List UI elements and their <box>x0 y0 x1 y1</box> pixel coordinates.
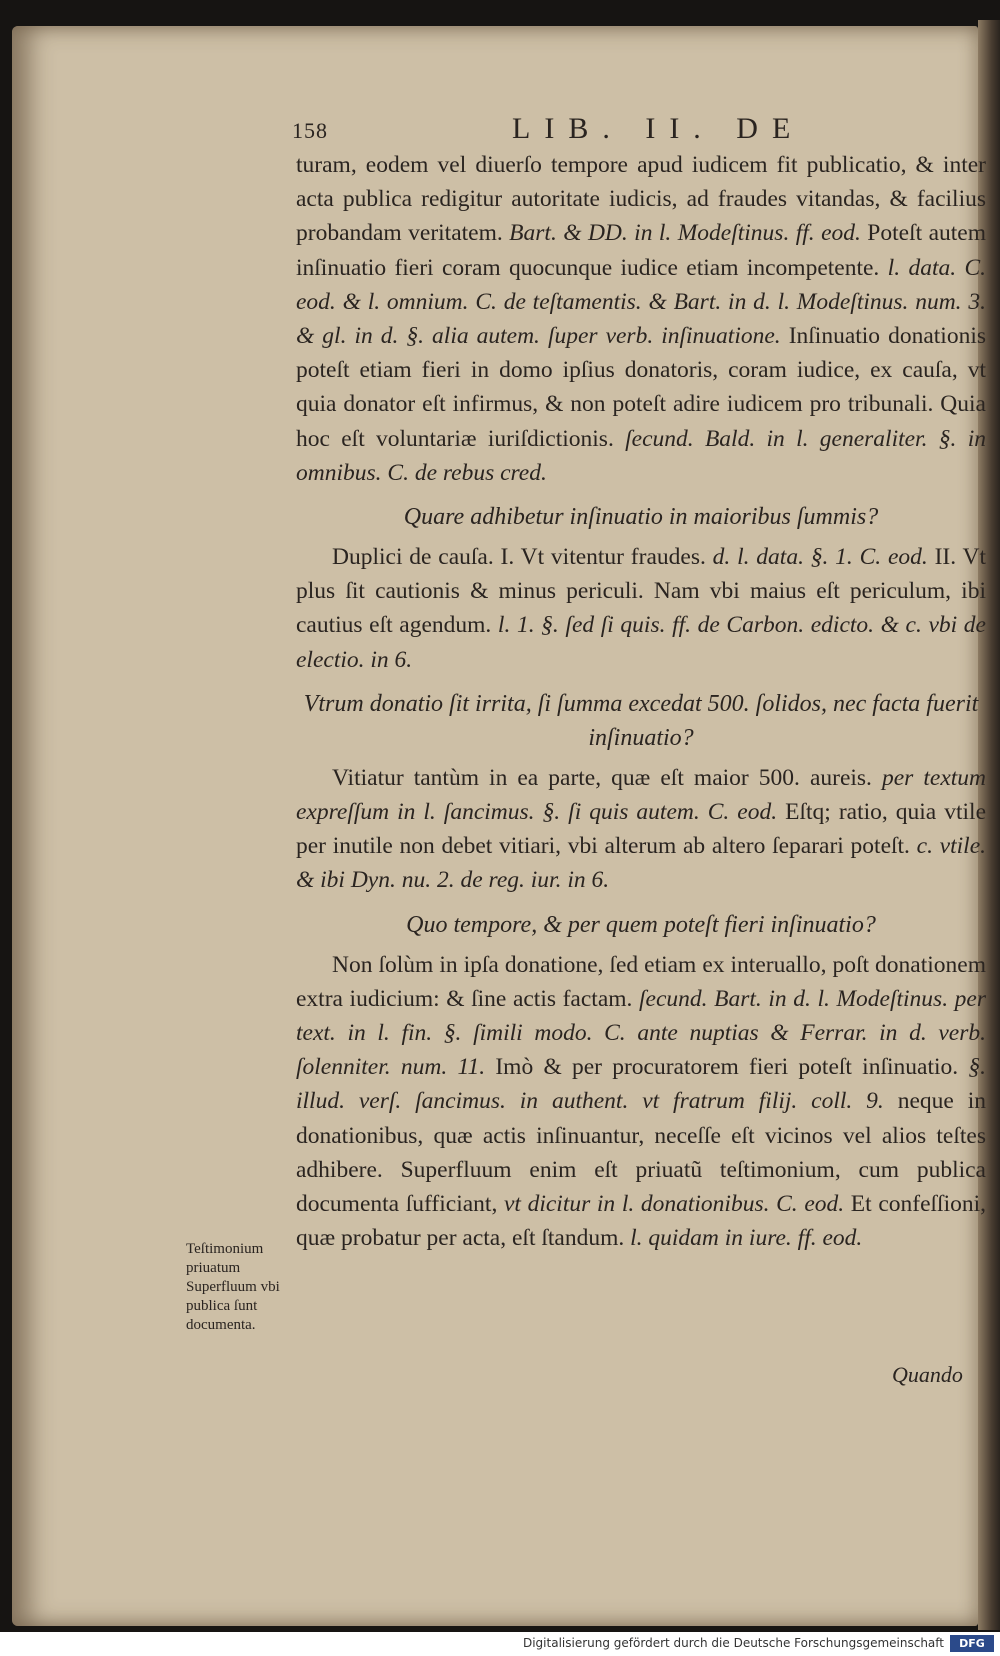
citation-run: d. l. data. §. 1. C. eod. <box>712 544 928 571</box>
body-paragraph <box>296 948 986 1256</box>
text-run: Eſtq; ratio, quia vtile per inutile non debet vitiari, vbi alterum ab altero ſeparari poteſt. <box>296 799 987 860</box>
text-run: Inſinuatio donationis poteſt etiam fieri in domo ipſius donatoris, coram iudice, ex cauſa, vt quia donator eſt infirmus, & non poteſt adire iudicem pro tribunali. Quia hoc eſt voluntariæ iuriſdictionis. <box>296 323 986 452</box>
page-header <box>292 112 912 152</box>
text-run: Et confeſſioni, quæ probatur per acta, eſt ſtandum. <box>296 1191 986 1252</box>
body-paragraph <box>296 148 986 490</box>
body-paragraph <box>296 540 986 677</box>
main-text <box>296 148 986 1255</box>
citation-run: vt dicitur in l. donationibus. C. eod. <box>503 1191 845 1218</box>
citation-run: ſecund. Bald. in l. generaliter. §. in omnibus. C. de rebus cred. <box>296 425 986 486</box>
text-run: II. Vt plus ſit cautionis & minus periculi. Nam vbi maius eſt periculum, ibi cautius eſt agendum. <box>296 544 986 639</box>
running-head: LIB. II. DE <box>512 112 805 145</box>
dfg-logo: DFG <box>950 1635 994 1652</box>
citation-run: l. 1. §. ſed ſi quis. ff. de Carbon. edicto. & c. vbi de electio. in 6. <box>296 612 986 673</box>
catchword: Quando <box>892 1362 963 1387</box>
text-run: Imò & per procuratorem fieri poteſt inſinuatio. <box>485 1054 969 1081</box>
section-question: Vtrum donatio ſit irrita, ſi ſumma excedat 500. ſolidos, nec facta fuerit inſinuatio? <box>303 690 979 751</box>
citation-run: l. data. C. eod. & l. omnium. C. de teſtamentis. & Bart. in d. l. Modeſtinus. num. 3. & gl. in d. §. alia autem. ſuper verb. inſinuatione. <box>296 254 987 350</box>
text-run: turam, eodem vel diuerſo tempore apud iudicem fit publicatio, & inter acta publica redigitur autoritate iudicis, ad fraudes vitandas, & facilius probandam veritatem. <box>296 152 986 247</box>
citation-run: Bart. & DD. in l. Modeſtinus. ff. eod. <box>509 220 861 247</box>
text-run: neque in donationibus, quæ actis inſinuantur, neceſſe eſt vicinos vel alios teſtes adhibere. Superfluum enim eſt priuatũ teſtimonium, cum publica documenta ſufficiant, <box>296 1088 986 1218</box>
text-run: Duplici de cauſa. I. Vt vitentur fraudes. <box>332 544 713 571</box>
marginal-note: Teſtimonium priuatum Superfluum vbi publica ſunt documenta. <box>186 1241 280 1333</box>
text-run: Non ſolùm in ipſa donatione, ſed etiam ex interuallo, poſt donationem extra iudicium: & ſine actis factam. <box>296 951 986 1012</box>
citation-run: §. illud. verſ. ſancimus. in authent. vt fratrum filij. coll. 9. <box>296 1054 986 1115</box>
section-question: Quo tempore, & per quem poteſt fieri inſinuatio? <box>406 911 876 938</box>
page-number: 158 <box>292 118 328 143</box>
body-paragraph <box>296 761 986 898</box>
citation-run: l. quidam in iure. ff. eod. <box>630 1225 863 1252</box>
citation-run: ſecund. Bart. in d. l. Modeſtinus. per text. in l. fin. §. ſimili modo. C. ante nuptias & Ferrar. in d. verb. ſolenniter. num. 11. <box>296 985 986 1081</box>
section-question: Quare adhibetur inſinuatio in maioribus ſummis? <box>403 504 879 531</box>
text-run: Poteſt autem inſinuatio fieri coram quocunque iudice etiam incompetente. <box>296 220 986 281</box>
footer-credit: Digitalisierung gefördert durch die Deutsche Forschungsgemeinschaft <box>522 1636 944 1650</box>
text-run: Vitiatur tantùm in ea parte, quæ eſt maior 500. aureis. <box>332 764 882 791</box>
citation-run: c. vtile. & ibi Dyn. nu. 2. de reg. iur. in 6. <box>296 833 986 894</box>
citation-run: per textum expreſſum in l. ſancimus. §. ſi quis autem. C. eod. <box>296 764 986 826</box>
footer-bar <box>0 1632 1000 1656</box>
